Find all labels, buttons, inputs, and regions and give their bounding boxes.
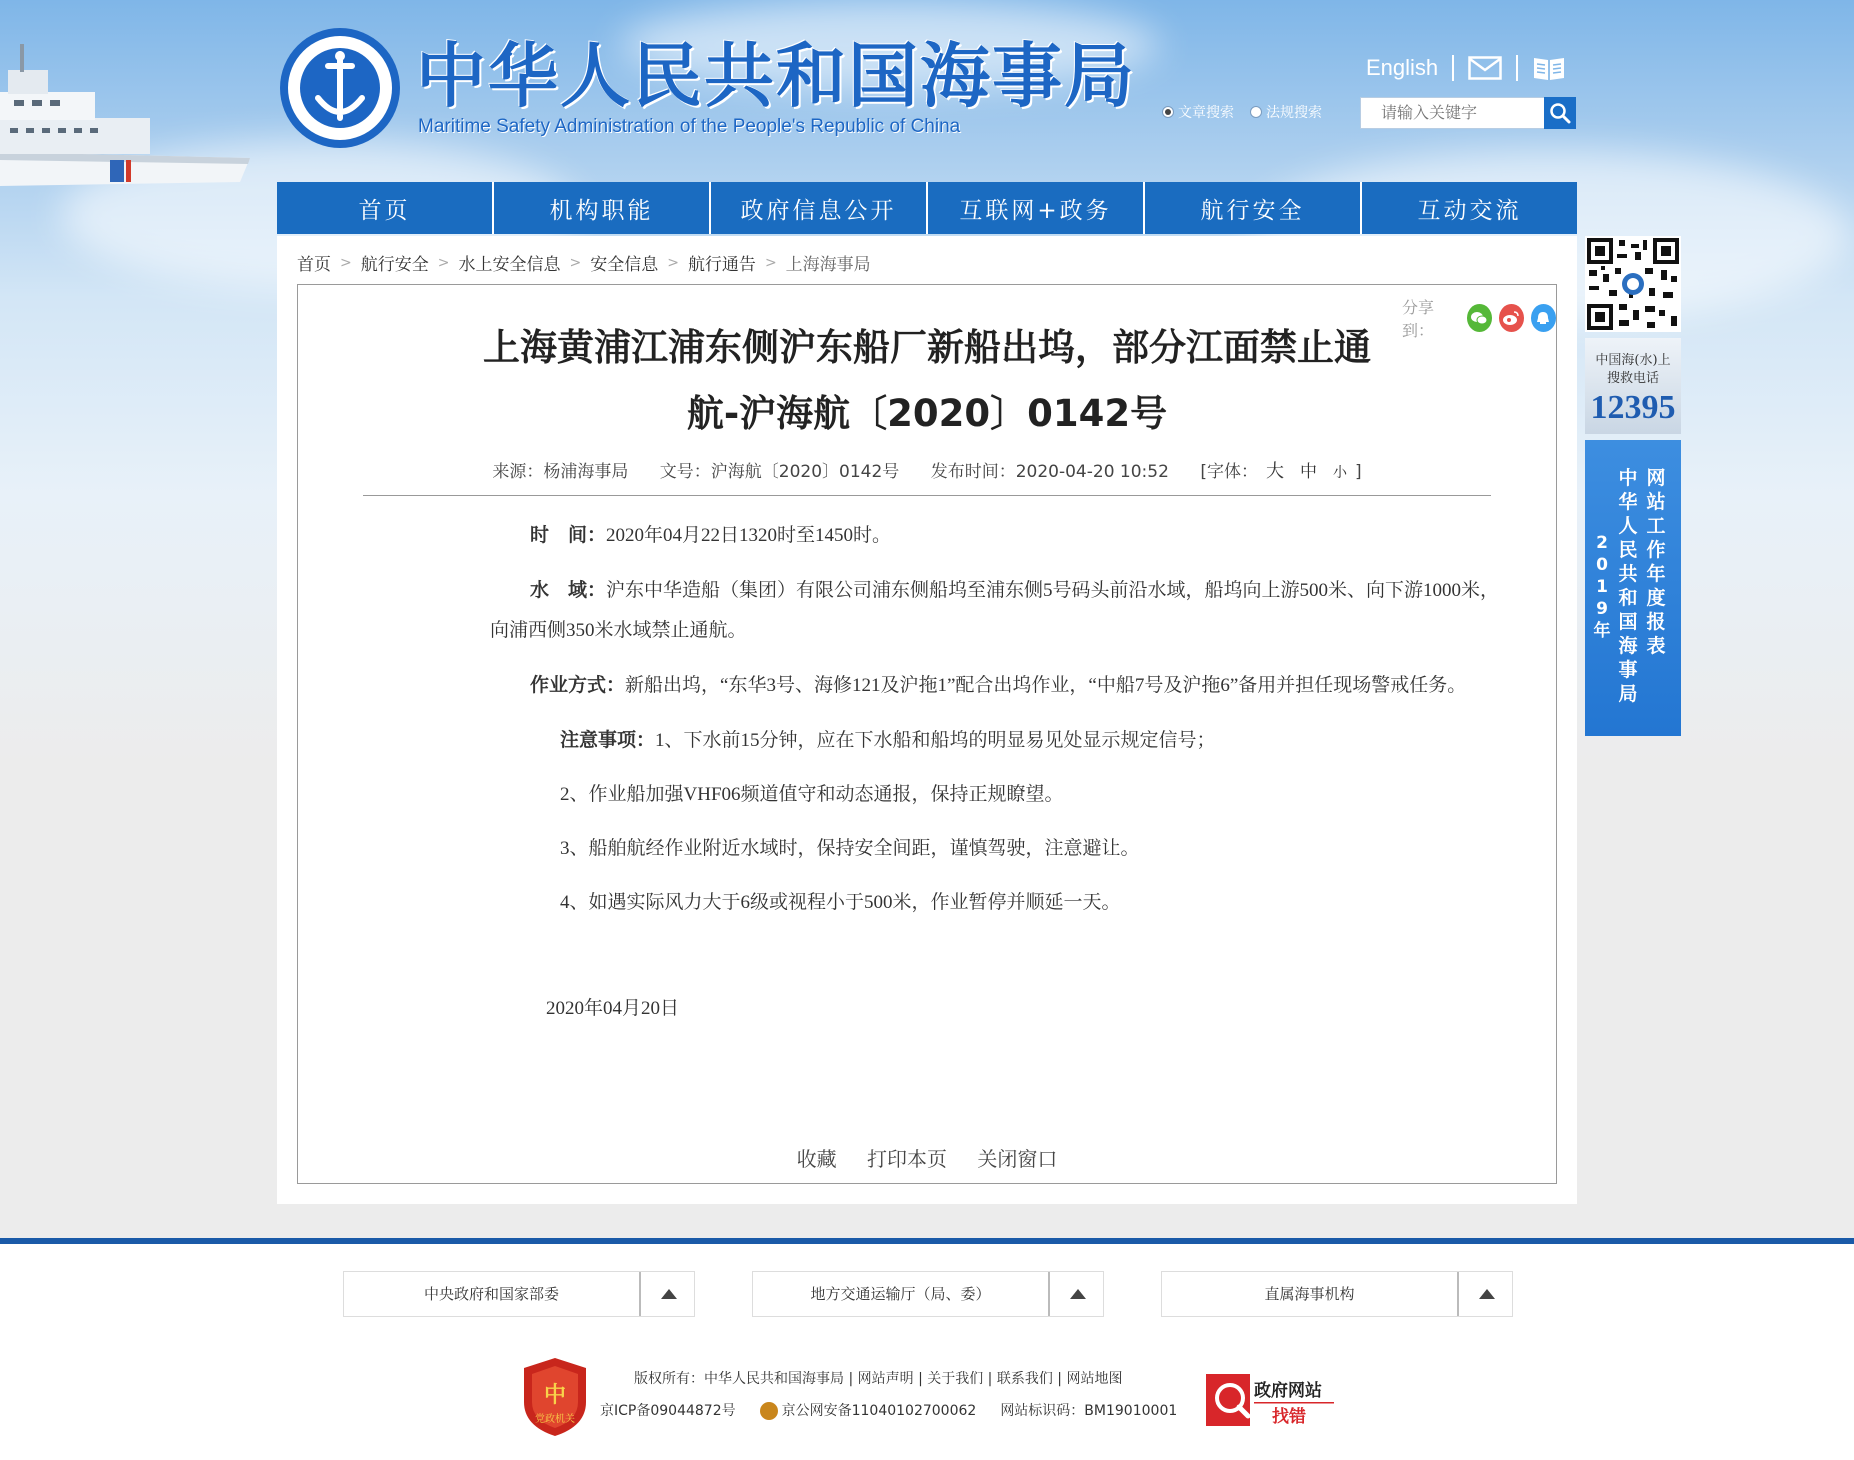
search-option-articles[interactable] (1162, 102, 1234, 122)
site-title-en[interactable]: Maritime Safety Administration of the People's Republic of China (418, 116, 961, 137)
notice-item: 3、船舶航经作业附近水域时，保持安全间距，谨慎驾驶，注意避让。 (560, 838, 1140, 859)
nav-item-navigation-safety[interactable]: 航行安全 (1145, 182, 1362, 234)
paragraph-text: 沪东中华造船（集团）有限公司浦东侧船坞至浦东侧5号码头前沿水域，船坞向上游500米、向下游1000米，向浦西侧350米水域禁止通航。 (490, 580, 1500, 641)
triangle-up-icon (1479, 1289, 1495, 1299)
rescue-hotline-banner[interactable] (1585, 338, 1681, 434)
breadcrumb-separator: > (569, 254, 582, 271)
nav-item-internet-gov[interactable]: 互联网+政务 (928, 182, 1145, 234)
dropdown-toggle[interactable] (1457, 1272, 1514, 1316)
site-footer (0, 1244, 1854, 1460)
search-option-label: 文章搜索 (1178, 105, 1234, 121)
english-link[interactable]: English (1366, 55, 1439, 80)
report-text-col2: 网 站 工 作 年 度 报 表 (1646, 467, 1666, 657)
registration-line (600, 1400, 1201, 1420)
svg-text:中: 中 (543, 1383, 567, 1408)
copyright-line: 版权所有：中华人民共和国海事局 | 网站声明 | 关于我们 | 联系我们 | 网站地图 (634, 1371, 1123, 1387)
dropdown-label: 地方交通运输厅（局、委） (810, 1285, 991, 1303)
breadcrumb-separator: > (340, 254, 352, 271)
article-title-line: 航-沪海航〔2020〕0142号 (686, 392, 1168, 435)
mail-icon[interactable] (1468, 56, 1502, 80)
search-option-regulations[interactable] (1250, 102, 1322, 122)
qzone-share-icon[interactable] (1531, 304, 1556, 332)
weibo-share-icon[interactable] (1499, 304, 1524, 332)
font-size-large[interactable]: 大 (1265, 461, 1284, 482)
police-badge-icon (760, 1402, 778, 1420)
dropdown-central-gov[interactable] (343, 1271, 695, 1317)
meta-publish-time: 发布时间：2020-04-20 10:52 (930, 462, 1169, 482)
rescue-title-line: 中国海(水)上 (1595, 353, 1671, 368)
link-separator (1516, 55, 1518, 81)
search-icon (1549, 102, 1571, 124)
radio-selected[interactable] (1162, 106, 1174, 118)
police-record: 京公网安备11040102700062 (781, 1403, 977, 1419)
link-separator (1452, 55, 1454, 81)
search-input[interactable] (1361, 98, 1551, 126)
qr-code (1585, 236, 1681, 332)
article-paragraph (490, 570, 1500, 651)
main-nav (277, 182, 1577, 234)
article-body (490, 515, 1500, 1043)
search-option-label: 法规搜索 (1266, 105, 1322, 121)
site-header (0, 0, 1854, 180)
article-title-line: 上海黄浦江浦东侧沪东船厂新船出坞，部分江面禁止通 (483, 326, 1371, 369)
title-divider (363, 495, 1491, 496)
msa-emblem-icon[interactable] (278, 26, 402, 150)
triangle-up-icon (661, 1289, 677, 1299)
article-paragraph (490, 515, 1500, 556)
dropdown-label: 直属海事机构 (1264, 1285, 1355, 1303)
party-gov-emblem-icon[interactable] (520, 1356, 590, 1438)
notice-label: 注意事项： (560, 729, 656, 751)
breadcrumb-item[interactable]: 航行通告 (687, 255, 756, 275)
notice-item: 4、如遇实际风力大于6级或视程小于500米，作业暂停并顺延一天。 (560, 892, 1121, 913)
breadcrumb-item[interactable]: 首页 (297, 255, 331, 275)
main-content (277, 236, 1577, 1204)
breadcrumb-item[interactable]: 安全信息 (590, 255, 659, 275)
breadcrumb-current: 上海海事局 (785, 255, 871, 275)
breadcrumb-separator: > (667, 254, 679, 271)
qr-code-icon (1585, 236, 1681, 332)
triangle-up-icon (1070, 1289, 1086, 1299)
annual-report-banner[interactable] (1585, 440, 1681, 736)
article-title (398, 315, 1456, 447)
nav-item-functions[interactable]: 机构职能 (494, 182, 711, 234)
breadcrumb-item[interactable]: 航行安全 (360, 255, 429, 275)
share-label: 分享到： (1402, 298, 1435, 340)
zhaocuo-line1: 政府网站 (1254, 1381, 1322, 1401)
sign-date: 2020年04月20日 (546, 998, 680, 1019)
dropdown-toggle[interactable] (639, 1272, 696, 1316)
paragraph-label: 水 域： (530, 579, 607, 601)
book-icon[interactable] (1532, 54, 1566, 82)
print-button[interactable]: 打印本页 (867, 1147, 947, 1171)
close-window-button[interactable]: 关闭窗口 (977, 1147, 1058, 1171)
gov-site-error-report-icon[interactable] (1206, 1370, 1336, 1430)
nav-item-interaction[interactable]: 互动交流 (1417, 197, 1522, 224)
dropdown-direct-msa[interactable] (1161, 1271, 1513, 1317)
header-links (1366, 52, 1566, 84)
breadcrumb-item[interactable]: 水上安全信息 (458, 255, 561, 275)
search-type-options (1162, 102, 1338, 122)
font-size-switcher (1200, 462, 1361, 482)
nav-item-gov-info[interactable]: 政府信息公开 (711, 182, 928, 234)
dropdown-local-transport[interactable] (752, 1271, 1104, 1317)
notice-item: 2、作业船加强VHF06频道值守和动态通报，保持正规瞭望。 (560, 784, 1064, 805)
search-box (1360, 97, 1546, 129)
paragraph-text: 2020年04月22日1320时至1450时。 (606, 525, 892, 546)
rescue-title (1585, 352, 1681, 388)
article-meta (298, 457, 1556, 483)
font-size-label: [字体： (1200, 462, 1258, 482)
nav-item-home[interactable]: 首页 (277, 182, 494, 234)
search-button[interactable] (1544, 97, 1576, 129)
notice-paragraph (490, 720, 1500, 761)
site-id: 网站标识码：BM19010001 (1000, 1403, 1178, 1419)
breadcrumb (297, 250, 871, 275)
site-title-cn[interactable]: 中华人民共和国海事局 (416, 35, 1136, 117)
wechat-share-icon[interactable] (1467, 304, 1492, 332)
breadcrumb-separator: > (437, 254, 450, 271)
paragraph-label: 作业方式： (530, 674, 626, 696)
font-size-close: ] (1354, 462, 1362, 482)
report-year-col: 2 0 1 9 年 (1593, 533, 1611, 641)
favorite-button[interactable]: 收藏 (796, 1147, 837, 1171)
emblem-text: 党政机关 (535, 1414, 575, 1425)
notice-item: 1、下水前15分钟，应在下水船和船坞的明显易见处显示规定信号； (655, 730, 1216, 751)
breadcrumb-separator: > (764, 254, 777, 271)
dropdown-toggle[interactable] (1048, 1272, 1105, 1316)
article-paragraph (490, 665, 1500, 706)
paragraph-label: 时 间： (530, 524, 607, 546)
dropdown-label: 中央政府和国家部委 (423, 1285, 559, 1303)
radio-unselected[interactable] (1250, 106, 1262, 118)
font-size-medium[interactable]: 中 (1299, 462, 1317, 482)
icp-record[interactable]: 京ICP备09044872号 (600, 1403, 736, 1419)
rescue-number: 12395 (1590, 389, 1676, 426)
police-record-wrap[interactable] (760, 1400, 977, 1420)
report-text-col1: 中 华 人 民 共 和 国 海 事 局 (1618, 467, 1638, 705)
paragraph-text: 新船出坞，“东华3号、海修121及沪拖1”配合出坞作业，“中船7号及沪拖6”备用并担任现场警戒任务。 (625, 675, 1467, 696)
zhaocuo-line2: 找错 (1272, 1407, 1306, 1427)
meta-doc-number: 文号：沪海航〔2020〕0142号 (659, 462, 900, 482)
article-panel (297, 284, 1557, 1184)
font-size-small[interactable]: 小 (1332, 465, 1347, 481)
article-actions (298, 1143, 1556, 1172)
meta-source: 来源：杨浦海事局 (492, 462, 629, 482)
rescue-title-line: 搜救电话 (1606, 371, 1659, 386)
